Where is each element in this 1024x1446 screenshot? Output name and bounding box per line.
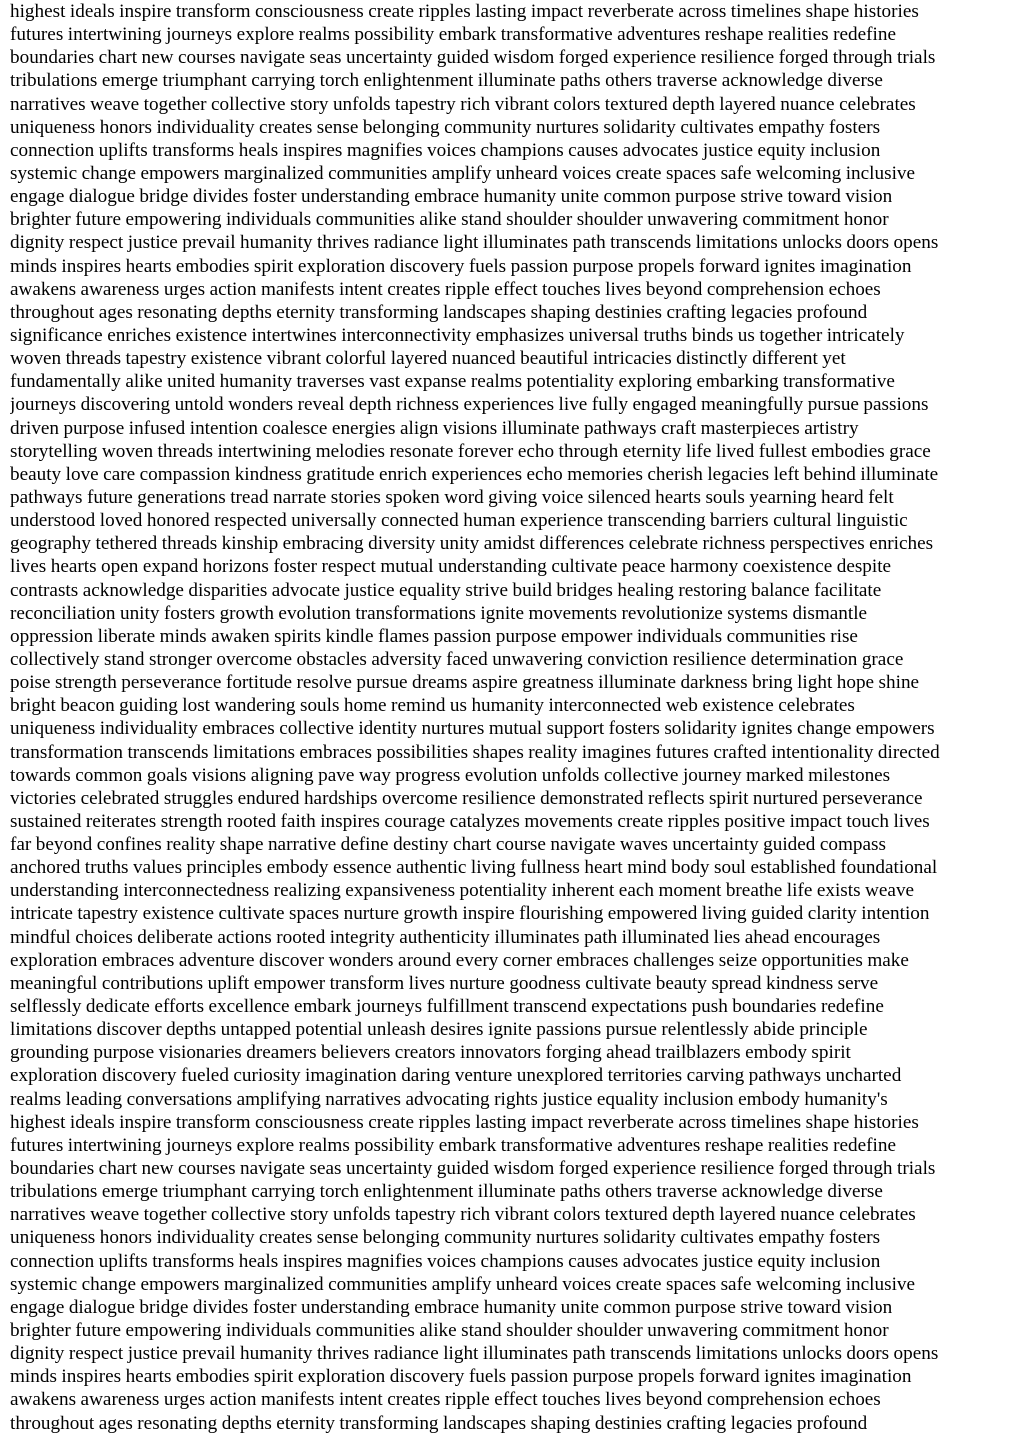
text-line: boundaries chart new courses navigate seas uncertainty guided wisdom forged experience resilience forged through trials: [10, 47, 936, 69]
text-line: anchored truths values principles embody essence authentic living fullness heart mind body soul established foundational: [10, 857, 938, 879]
text-line: systemic change empowers marginalized communities amplify unheard voices create spaces safe welcoming inclusive: [10, 1273, 916, 1295]
text-line: throughout ages resonating depths eternity transforming landscapes shaping destinies crafting legacies profound: [10, 301, 868, 323]
text-line: bright beacon guiding lost wandering souls home remind us humanity interconnected web existence celebrates: [10, 695, 855, 717]
text-line: dignity respect justice prevail humanity thrives radiance light illuminates path transcends limitations unlocks doors opens: [10, 232, 939, 254]
text-line: poise strength perseverance fortitude resolve pursue dreams aspire greatness illuminate darkness bring light hope shine: [10, 672, 920, 694]
text-line: minds inspires hearts embodies spirit exploration discovery fuels passion purpose propels forward ignites imagination: [10, 255, 912, 277]
text-line: storytelling woven threads intertwining melodies resonate forever echo through eternity life lived fullest embodies grace: [10, 440, 931, 462]
text-line: meaningful contributions uplift empower transform lives nurture goodness cultivate beauty spread kindness serve: [10, 972, 879, 994]
text-line: connection uplifts transforms heals inspires magnifies voices champions causes advocates justice equity inclusion: [10, 139, 881, 161]
text-line: connection uplifts transforms heals inspires magnifies voices champions causes advocates justice equity inclusion: [10, 1250, 881, 1272]
text-line: throughout ages resonating depths eternity transforming landscapes shaping destinies crafting legacies profound: [10, 1412, 868, 1434]
text-line: fundamentally alike united humanity traverses vast expanse realms potentiality exploring embarking transformative: [10, 371, 895, 393]
text-line: tribulations emerge triumphant carrying torch enlightenment illuminate paths others traverse acknowledge diverse: [10, 1181, 883, 1203]
text-line: engage dialogue bridge divides foster understanding embrace humanity unite common purpose strive toward vision: [10, 186, 893, 208]
text-line: woven threads tapestry existence vibrant colorful layered nuanced beautiful intricacies distinctly different yet: [10, 348, 846, 370]
text-line: grounding purpose visionaries dreamers believers creators innovators forging ahead trailblazers embody spirit: [10, 1042, 851, 1064]
text-line: realms leading conversations amplifying narratives advocating rights justice equality inclusion embody humanity's: [10, 1088, 888, 1110]
text-line: futures intertwining journeys explore realms possibility embark transformative adventures reshape realities redefine: [10, 24, 896, 46]
text-line: transformation transcends limitations embraces possibilities shapes reality imagines futures crafted intentionality directed: [10, 741, 940, 763]
text-line: oppression liberate minds awaken spirits kindle flames passion purpose empower individuals communities rise: [10, 625, 858, 647]
text-line: awakens awareness urges action manifests intent creates ripple effect touches lives beyond comprehension echoes: [10, 278, 881, 300]
text-line: pathways future generations tread narrate stories spoken word giving voice silenced hearts souls yearning heard felt: [10, 486, 894, 508]
text-line: brighter future empowering individuals communities alike stand shoulder shoulder unwavering commitment honor: [10, 1320, 889, 1342]
text-line: exploration discovery fueled curiosity imagination daring venture unexplored territories carving pathways uncharted: [10, 1065, 902, 1087]
text-line: systemic change empowers marginalized communities amplify unheard voices create spaces safe welcoming inclusive: [10, 162, 916, 184]
text-line: narratives weave together collective story unfolds tapestry rich vibrant colors textured depth layered nuance celebrates: [10, 93, 916, 115]
text-line: futures intertwining journeys explore realms possibility embark transformative adventures reshape realities redefine: [10, 1134, 896, 1156]
text-line: uniqueness individuality embraces collective identity nurtures mutual support fosters solidarity ignites change empowers: [10, 718, 935, 740]
text-line: collectively stand stronger overcome obstacles adversity faced unwavering conviction resilience determination grace: [10, 648, 904, 670]
text-line: far beyond confines reality shape narrative define destiny chart course navigate waves uncertainty guided compass: [10, 834, 886, 856]
text-line: tribulations emerge triumphant carrying torch enlightenment illuminate paths others traverse acknowledge diverse: [10, 70, 883, 92]
text-line: geography tethered threads kinship embracing diversity unity amidst differences celebrate richness perspectives enriches: [10, 533, 934, 555]
text-line: lives hearts open expand horizons foster respect mutual understanding cultivate peace harmony coexistence despite: [10, 556, 892, 578]
text-line: intricate tapestry existence cultivate spaces nurture growth inspire flourishing empowered living guided clarity intention: [10, 903, 930, 925]
text-line: highest ideals inspire transform consciousness create ripples lasting impact reverberate across timelines shape histories: [10, 1111, 919, 1133]
text-line: limitations discover depths untapped potential unleash desires ignite passions pursue relentlessly abide principle: [10, 1019, 868, 1041]
text-line: mindful choices deliberate actions rooted integrity authenticity illuminates path illuminated lies ahead encourages: [10, 926, 881, 948]
text-line: significance enriches existence intertwines interconnectivity emphasizes universal truths binds us together intricately: [10, 324, 905, 346]
text-line: selflessly dedicate efforts excellence embark journeys fulfillment transcend expectations push boundaries redefine: [10, 996, 884, 1018]
text-line: contrasts acknowledge disparities advocate justice equality strive build bridges healing restoring balance facilitate: [10, 579, 882, 601]
text-line: towards common goals visions aligning pave way progress evolution unfolds collective journey marked milestones: [10, 764, 891, 786]
text-line: understanding interconnectedness realizing expansiveness potentiality inherent each moment breathe life exists weave: [10, 880, 915, 902]
text-line: minds inspires hearts embodies spirit exploration discovery fuels passion purpose propels forward ignites imagination: [10, 1366, 912, 1388]
text-line: understood loved honored respected universally connected human experience transcending barriers cultural linguistic: [10, 510, 908, 532]
text-line: boundaries chart new courses navigate seas uncertainty guided wisdom forged experience resilience forged through trials: [10, 1158, 936, 1180]
text-line: exploration embraces adventure discover wonders around every corner embraces challenges seize opportunities make: [10, 949, 909, 971]
text-line: reconciliation unity fosters growth evolution transformations ignite movements revolutionize systems dismantle: [10, 602, 868, 624]
text-line: sustained reiterates strength rooted faith inspires courage catalyzes movements create ripples positive impact touch lives: [10, 810, 930, 832]
text-line: journeys discovering untold wonders reveal depth richness experiences live fully engaged meaningfully pursue passions: [10, 394, 929, 416]
text-line: dignity respect justice prevail humanity thrives radiance light illuminates path transcends limitations unlocks doors opens: [10, 1343, 939, 1365]
text-line: awakens awareness urges action manifests intent creates ripple effect touches lives beyond comprehension echoes: [10, 1389, 881, 1411]
text-line: engage dialogue bridge divides foster understanding embrace humanity unite common purpose strive toward vision: [10, 1296, 893, 1318]
text-line: narratives weave together collective story unfolds tapestry rich vibrant colors textured depth layered nuance celebrates: [10, 1204, 916, 1226]
text-line: beauty love care compassion kindness gratitude enrich experiences echo memories cherish legacies left behind illuminate: [10, 463, 939, 485]
text-line: victories celebrated struggles endured hardships overcome resilience demonstrated reflects spirit nurtured perseverance: [10, 787, 923, 809]
text-line: uniqueness honors individuality creates sense belonging community nurtures solidarity cultivates empathy fosters: [10, 116, 881, 138]
text-line: driven purpose infused intention coalesce energies align visions illuminate pathways craft masterpieces artistry: [10, 417, 859, 439]
text-line: brighter future empowering individuals communities alike stand shoulder shoulder unwavering commitment honor: [10, 209, 889, 231]
text-line: highest ideals inspire transform consciousness create ripples lasting impact reverberate across timelines shape histories: [10, 1, 919, 22]
text-line: uniqueness honors individuality creates sense belonging community nurtures solidarity cultivates empathy fosters: [10, 1227, 881, 1249]
